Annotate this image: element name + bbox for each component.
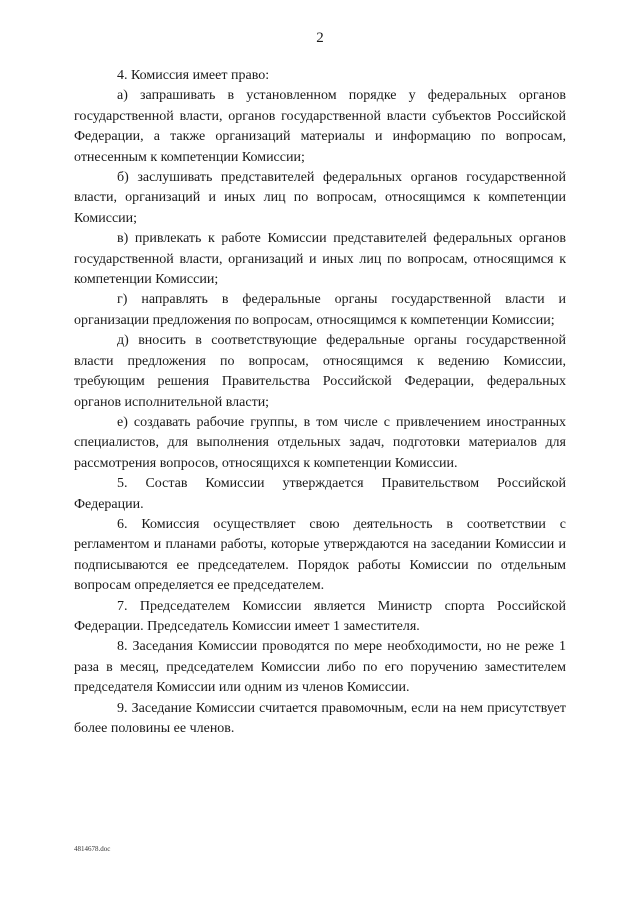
paragraph-4g: г) направлять в федеральные органы государственной власти и организации предложения по вопросам, относящимся к компетенции Комиссии; [74, 292, 566, 328]
paragraph-4v: в) привлекать к работе Комиссии представителей федеральных органов государственной власти, организаций и иных лиц по вопросам, относящимся к компетенции Комиссии; [74, 231, 566, 288]
document-body [74, 66, 566, 739]
paragraph-4d: д) вносить в соответствующие федеральные органы государственной власти предложения по вопросам, относящимся к ведению Комиссии, требующим решения Правительства Российской Федерации, федеральных органов исполнительной власти; [74, 333, 566, 410]
paragraph-6: 6. Комиссия осуществляет свою деятельность в соответствии с регламентом и планами работы, которые утверждаются на заседании Комиссии и подписываются ее председателем. Порядок работы Комиссии по отдельным вопросам определяется ее председателем. [74, 516, 566, 594]
paragraph-4-heading: 4. Комиссия имеет право: [117, 68, 270, 83]
page-number: 2 [316, 30, 324, 46]
paragraph-9: 9. Заседание Комиссии считается правомочным, если на нем присутствует более половины ее членов. [74, 700, 566, 736]
paragraph-5: 5. Состав Комиссии утверждается Правительством Российской Федерации. [74, 476, 566, 512]
paragraph-7: 7. Председателем Комиссии является Министр спорта Российской Федерации. Председатель Комиссии имеет 1 заместителя. [74, 598, 566, 634]
document-file-name: 4814678.doc [74, 845, 111, 853]
paragraph-4a: а) запрашивать в установленном порядке у федеральных органов государственной власти, органов государственной власти субъектов Российской Федерации, а также организаций материалы и информацию по вопросам, отнесенным к компетенции Комиссии; [74, 88, 566, 165]
paragraph-4e: е) создавать рабочие группы, в том числе с привлечением иностранных специалистов, для выполнения отдельных задач, подготовки материалов для рассмотрения вопросов, относящихся к компетенции Комиссии. [74, 414, 566, 471]
paragraph-4b: б) заслушивать представителей федеральных органов государственной власти, организаций и иных лиц по вопросам, относящимся к компетенции Комиссии; [74, 170, 566, 226]
paragraph-8: 8. Заседания Комиссии проводятся по мере необходимости, но не реже 1 раза в месяц, председателем Комиссии либо по его поручению заместителем председателя Комиссии или одним из членов Комиссии. [74, 639, 566, 696]
